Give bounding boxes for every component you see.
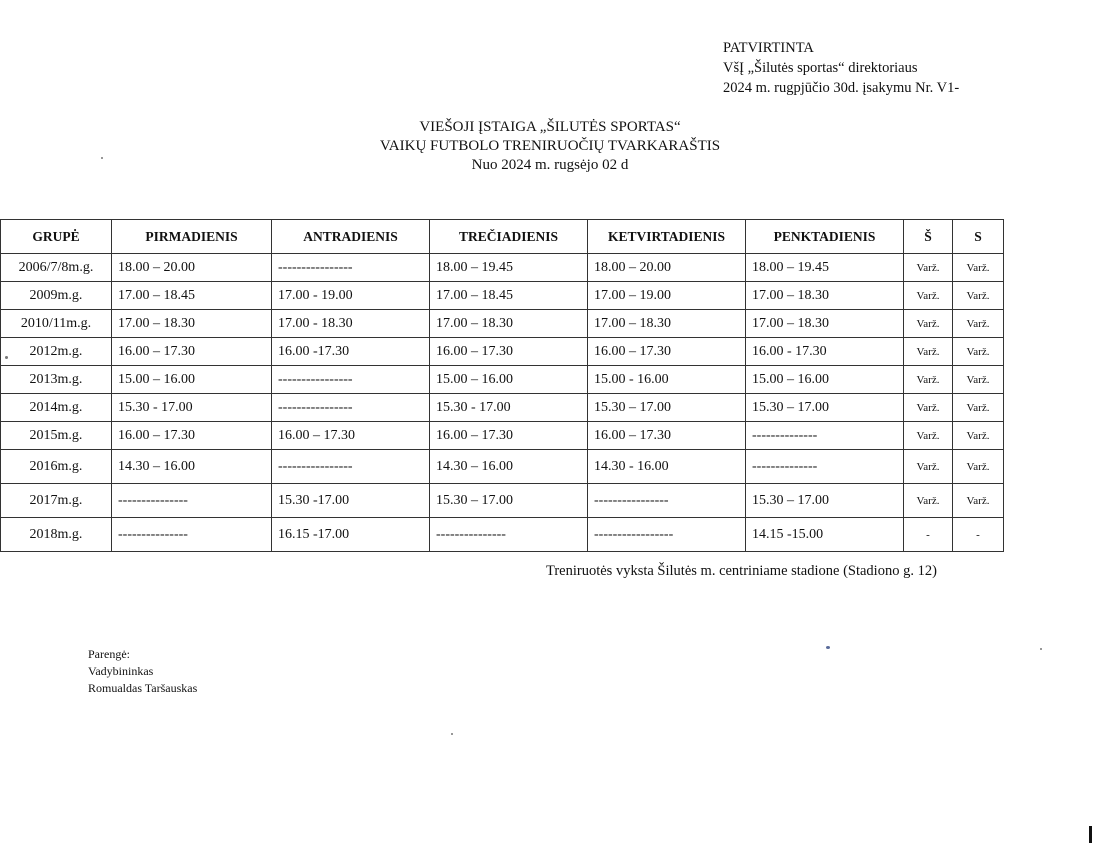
cell-monday: 17.00 – 18.45 [112, 282, 272, 310]
cell-group: 2018m.g. [1, 518, 112, 552]
cell-tuesday: 16.00 -17.30 [272, 338, 430, 366]
cell-monday: 18.00 – 20.00 [112, 254, 272, 282]
table-row [1, 282, 1004, 310]
cell-monday: --------------- [112, 518, 272, 552]
table-row [1, 394, 1004, 422]
cell-thursday: 17.00 – 19.00 [588, 282, 746, 310]
cell-monday: 15.00 – 16.00 [112, 366, 272, 394]
table-row [1, 518, 1004, 552]
cell-friday: 16.00 - 17.30 [746, 338, 904, 366]
cell-friday: 18.00 – 19.45 [746, 254, 904, 282]
cell-thursday: 17.00 – 18.30 [588, 310, 746, 338]
header-wednesday: TREČIADIENIS [430, 220, 588, 254]
cell-monday: 14.30 – 16.00 [112, 450, 272, 484]
cell-friday: -------------- [746, 450, 904, 484]
prepared-name: Romualdas Taršauskas [88, 681, 198, 695]
cell-sunday: Varž. [953, 254, 1004, 282]
cell-wednesday: 17.00 – 18.45 [430, 282, 588, 310]
cell-monday: 16.00 – 17.30 [112, 338, 272, 366]
cell-sunday: Varž. [953, 422, 1004, 450]
cell-thursday: 15.00 - 16.00 [588, 366, 746, 394]
cell-thursday: 18.00 – 20.00 [588, 254, 746, 282]
cell-tuesday: ---------------- [272, 254, 430, 282]
approval-block [723, 38, 959, 98]
header-monday: PIRMADIENIS [112, 220, 272, 254]
cell-thursday: 16.00 – 17.30 [588, 338, 746, 366]
cell-tuesday: 17.00 - 19.00 [272, 282, 430, 310]
table-row [1, 338, 1004, 366]
cell-group: 2009m.g. [1, 282, 112, 310]
table-row [1, 366, 1004, 394]
cell-saturday: Varž. [904, 338, 953, 366]
organization-name: VIEŠOJI ĮSTAIGA „ŠILUTĖS SPORTAS“ [419, 119, 681, 135]
header-tuesday: ANTRADIENIS [272, 220, 430, 254]
cell-saturday: Varž. [904, 366, 953, 394]
cell-wednesday: 15.30 – 17.00 [430, 484, 588, 518]
cell-tuesday: 15.30 -17.00 [272, 484, 430, 518]
cell-thursday: ---------------- [588, 484, 746, 518]
cell-wednesday: 16.00 – 17.30 [430, 338, 588, 366]
cell-group: 2015m.g. [1, 422, 112, 450]
scan-speck [5, 356, 8, 359]
cell-sunday: Varž. [953, 366, 1004, 394]
header-thursday: KETVIRTADIENIS [588, 220, 746, 254]
cell-saturday: Varž. [904, 484, 953, 518]
cell-thursday: 16.00 – 17.30 [588, 422, 746, 450]
cell-friday: 15.00 – 16.00 [746, 366, 904, 394]
cell-tuesday: 16.15 -17.00 [272, 518, 430, 552]
cell-saturday: Varž. [904, 282, 953, 310]
cell-wednesday: 17.00 – 18.30 [430, 310, 588, 338]
prepared-by-block [88, 646, 197, 697]
cell-sunday: Varž. [953, 450, 1004, 484]
scan-edge-mark [1089, 826, 1092, 843]
header-sunday: S [953, 220, 1004, 254]
cell-wednesday: --------------- [430, 518, 588, 552]
cell-thursday: 15.30 – 17.00 [588, 394, 746, 422]
cell-wednesday: 16.00 – 17.30 [430, 422, 588, 450]
cell-sunday: Varž. [953, 310, 1004, 338]
header-group: GRUPĖ [1, 220, 112, 254]
cell-wednesday: 15.30 - 17.00 [430, 394, 588, 422]
cell-saturday: Varž. [904, 254, 953, 282]
table-row [1, 422, 1004, 450]
cell-saturday: Varž. [904, 394, 953, 422]
cell-sunday: Varž. [953, 394, 1004, 422]
cell-monday: 15.30 - 17.00 [112, 394, 272, 422]
scan-speck [101, 157, 103, 159]
location-note: Treniruotės vyksta Šilutės m. centriniame stadione (Stadiono g. 12) [546, 563, 937, 579]
cell-sunday: Varž. [953, 282, 1004, 310]
scan-speck [826, 646, 830, 649]
header-friday: PENKTADIENIS [746, 220, 904, 254]
header-saturday: Š [904, 220, 953, 254]
training-schedule-table [0, 219, 1004, 552]
cell-tuesday: 16.00 – 17.30 [272, 422, 430, 450]
cell-friday: 17.00 – 18.30 [746, 282, 904, 310]
cell-sunday: Varž. [953, 484, 1004, 518]
cell-group: 2013m.g. [1, 366, 112, 394]
cell-wednesday: 15.00 – 16.00 [430, 366, 588, 394]
cell-thursday: 14.30 - 16.00 [588, 450, 746, 484]
cell-monday: 17.00 – 18.30 [112, 310, 272, 338]
scan-speck [1040, 648, 1042, 650]
cell-saturday: Varž. [904, 450, 953, 484]
table-row [1, 310, 1004, 338]
cell-monday: 16.00 – 17.30 [112, 422, 272, 450]
schedule-title: VAIKŲ FUTBOLO TRENIRUOČIŲ TVARKARAŠTIS [379, 138, 721, 154]
cell-tuesday: ---------------- [272, 394, 430, 422]
table-row [1, 450, 1004, 484]
cell-wednesday: 18.00 – 19.45 [430, 254, 588, 282]
scan-speck [451, 733, 453, 735]
cell-thursday: ----------------- [588, 518, 746, 552]
table-row [1, 484, 1004, 518]
cell-monday: --------------- [112, 484, 272, 518]
cell-tuesday: ---------------- [272, 366, 430, 394]
cell-tuesday: ---------------- [272, 450, 430, 484]
cell-friday: 15.30 – 17.00 [746, 394, 904, 422]
cell-sunday: Varž. [953, 338, 1004, 366]
cell-friday: 15.30 – 17.00 [746, 484, 904, 518]
cell-group: 2006/7/8m.g. [1, 254, 112, 282]
cell-sunday: - [953, 518, 1004, 552]
cell-group: 2010/11m.g. [1, 310, 112, 338]
prepared-position: Vadybininkas [88, 664, 154, 678]
approval-title: PATVIRTINTA [723, 40, 814, 56]
prepared-label: Parengė: [88, 647, 130, 661]
approval-authority: VšĮ „Šilutės sportas“ direktoriaus [723, 60, 918, 76]
table-header-row [1, 220, 1004, 254]
cell-friday: -------------- [746, 422, 904, 450]
cell-tuesday: 17.00 - 18.30 [272, 310, 430, 338]
table-row [1, 254, 1004, 282]
cell-group: 2014m.g. [1, 394, 112, 422]
cell-friday: 14.15 -15.00 [746, 518, 904, 552]
cell-saturday: Varž. [904, 422, 953, 450]
cell-saturday: - [904, 518, 953, 552]
cell-wednesday: 14.30 – 16.00 [430, 450, 588, 484]
approval-order: 2024 m. rugpjūčio 30d. įsakymu Nr. V1- [723, 80, 960, 96]
cell-friday: 17.00 – 18.30 [746, 310, 904, 338]
document-heading [0, 118, 1100, 175]
cell-group: 2012m.g. [1, 338, 112, 366]
cell-saturday: Varž. [904, 310, 953, 338]
cell-group: 2017m.g. [1, 484, 112, 518]
effective-date: Nuo 2024 m. rugsėjo 02 d [471, 157, 629, 173]
cell-group: 2016m.g. [1, 450, 112, 484]
